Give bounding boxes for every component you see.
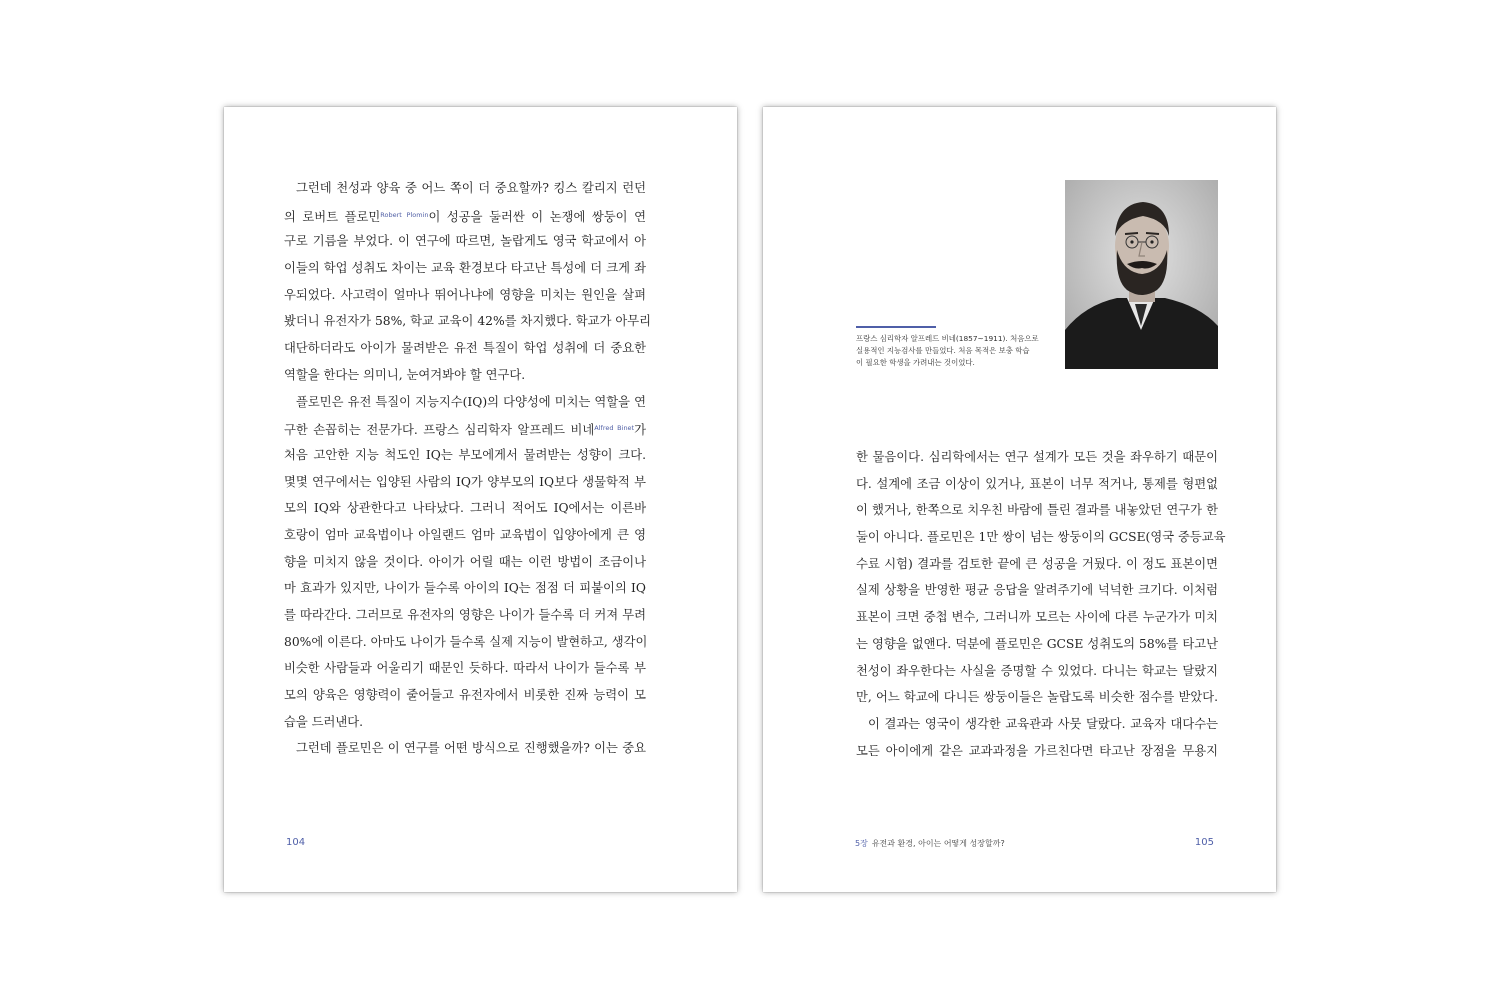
text-line: 의 로버트 플로민$^{Robert Plomin}$이 성공을 둘러싼 이 논쟁에 쌍둥이 연 [284, 209, 646, 224]
gloss-alfred-binet: Alfred Binet [594, 424, 635, 433]
left-page [224, 107, 737, 892]
text-line: 역할을 한다는 의미니, 눈여겨봐야 할 연구다. [284, 367, 526, 382]
text-line: 는 영향을 없앤다. 덕분에 플로민은 GCSE 성취도의 58%를 타고난 [856, 636, 1218, 651]
text-line: 둘이 아니다. 플로민은 1만 쌍이 넘는 쌍둥이의 GCSE(영국 중등교육 [856, 530, 1226, 545]
text-line: 만, 어느 학교에 다니든 쌍둥이들은 놀랍도록 비슷한 점수를 받았다. [856, 690, 1218, 705]
text-line: 한 물음이다. 심리학에서는 연구 설계가 모든 것을 좌우하기 때문이 [856, 450, 1218, 464]
text-line: 호랑이 엄마 교육법이나 아일랜드 엄마 교육법이 입양아에게 큰 영 [284, 527, 646, 542]
text-line: 습을 드러낸다. [284, 714, 364, 729]
text-line: 천성이 좌우한다는 사실을 증명할 수 있었다. 다니는 학교는 달랐지 [856, 663, 1218, 678]
text-line: 이 결과는 영국이 생각한 교육관과 사뭇 달랐다. 교육자 대다수는 [868, 716, 1218, 731]
text-line: 향을 미치지 않을 것이다. 아이가 어릴 때는 이런 방법이 조금이나 [284, 554, 646, 569]
text-line: 처음 고안한 지능 척도인 IQ는 부모에게서 물려받는 성향이 크다. [284, 447, 646, 462]
text-line: 수료 시험) 결과를 검토한 끝에 큰 성공을 거뒀다. 이 정도 표본이면 [856, 556, 1218, 571]
chapter-number: 5장 [855, 839, 868, 848]
right-body-text [856, 444, 1226, 764]
text-line: 를 따라간다. 그러므로 유전자의 영향은 나이가 들수록 더 커져 무려 [284, 608, 646, 622]
text-line: 다. 설계에 조금 이상이 있거나, 표본이 너무 적거나, 통제를 형편없 [856, 476, 1218, 491]
text-line: 몇몇 연구에서는 입양된 사람의 IQ가 양부모의 IQ보다 생물학적 부 [284, 474, 646, 489]
text-line: 마 효과가 있지만, 나이가 들수록 아이의 IQ는 점점 더 피붙이의 IQ [284, 581, 646, 596]
text-line: 플로민은 유전 특질이 지능지수(IQ)의 다양성에 미치는 역할을 연 [296, 394, 646, 409]
text-line: 비슷한 사람들과 어울리기 때문인 듯하다. 따라서 나이가 들수록 부 [284, 661, 646, 676]
text-line: 이 했거나, 한쪽으로 치우친 바람에 틀린 결과를 내놓았던 연구가 한 [856, 503, 1218, 518]
text-line: 봤더니 유전자가 58%, 학교 교육이 42%를 차지했다. 학교가 아무리 [284, 314, 651, 329]
text-line: 그런데 플로민은 이 연구를 어떤 방식으로 진행했을까? 이는 중요 [296, 741, 646, 756]
chapter-title: 유전과 환경, 아이는 어떻게 성장할까? [871, 839, 1005, 848]
text-line: 구로 기름을 부었다. 이 연구에 따르면, 놀랍게도 영국 학교에서 아 [284, 234, 646, 249]
left-body-text [284, 175, 651, 762]
portrait-illustration [1065, 180, 1218, 369]
text-line: 80%에 이른다. 아마도 나이가 들수록 실제 지능이 발현하고, 생각이 [284, 634, 648, 649]
text-line: 모든 아이에게 같은 교과과정을 가르친다면 타고난 장점을 무용지 [856, 743, 1218, 758]
gloss-robert-plomin: Robert Plomin [380, 210, 429, 219]
caption-line: 프랑스 심리학자 알프레드 비네(1857~1911). 처음으로 [856, 334, 1039, 343]
caption-rule [856, 326, 936, 328]
text-line: 이들의 학업 성취도 차이는 교육 환경보다 타고난 특성에 더 크게 좌 [284, 261, 646, 276]
text-line: 구한 손꼽히는 전문가다. 프랑스 심리학자 알프레드 비네$^{Alfred Binet}$가 [284, 423, 646, 438]
text-line: 대단하더라도 아이가 물려받은 유전 특질이 학업 성취에 더 중요한 [284, 341, 646, 356]
photo-caption [856, 333, 1056, 369]
page-number-right: 105 [1194, 837, 1214, 848]
portrait-photo [1065, 180, 1218, 369]
running-head [855, 838, 1005, 849]
caption-line: 실용적인 지능검사를 만들었다. 처음 목적은 보충 학습 [856, 346, 1030, 355]
text-line: 모의 IQ와 상관한다고 나타났다. 그러니 적어도 IQ에서는 이른바 [284, 501, 646, 516]
right-page [763, 107, 1276, 892]
text-line: 그런데 천성과 양육 중 어느 쪽이 더 중요할까? 킹스 칼리지 런던 [296, 181, 646, 195]
caption-line: 이 필요한 학생을 가려내는 것이었다. [856, 358, 975, 367]
text-line: 모의 양육은 영향력이 줄어들고 유전자에서 비롯한 진짜 능력이 모 [284, 688, 646, 703]
text-line: 실제 상황을 반영한 평균 응답을 알려주기에 넉넉한 크기다. 이처럼 [856, 583, 1218, 598]
text-line: 표본이 크면 중첩 변수, 그러니까 모르는 사이에 다른 누군가가 미치 [856, 610, 1218, 625]
page-number-left: 104 [286, 837, 306, 848]
text-line: 우되었다. 사고력이 얼마나 뛰어나냐에 영향을 미치는 원인을 살펴 [284, 287, 646, 302]
